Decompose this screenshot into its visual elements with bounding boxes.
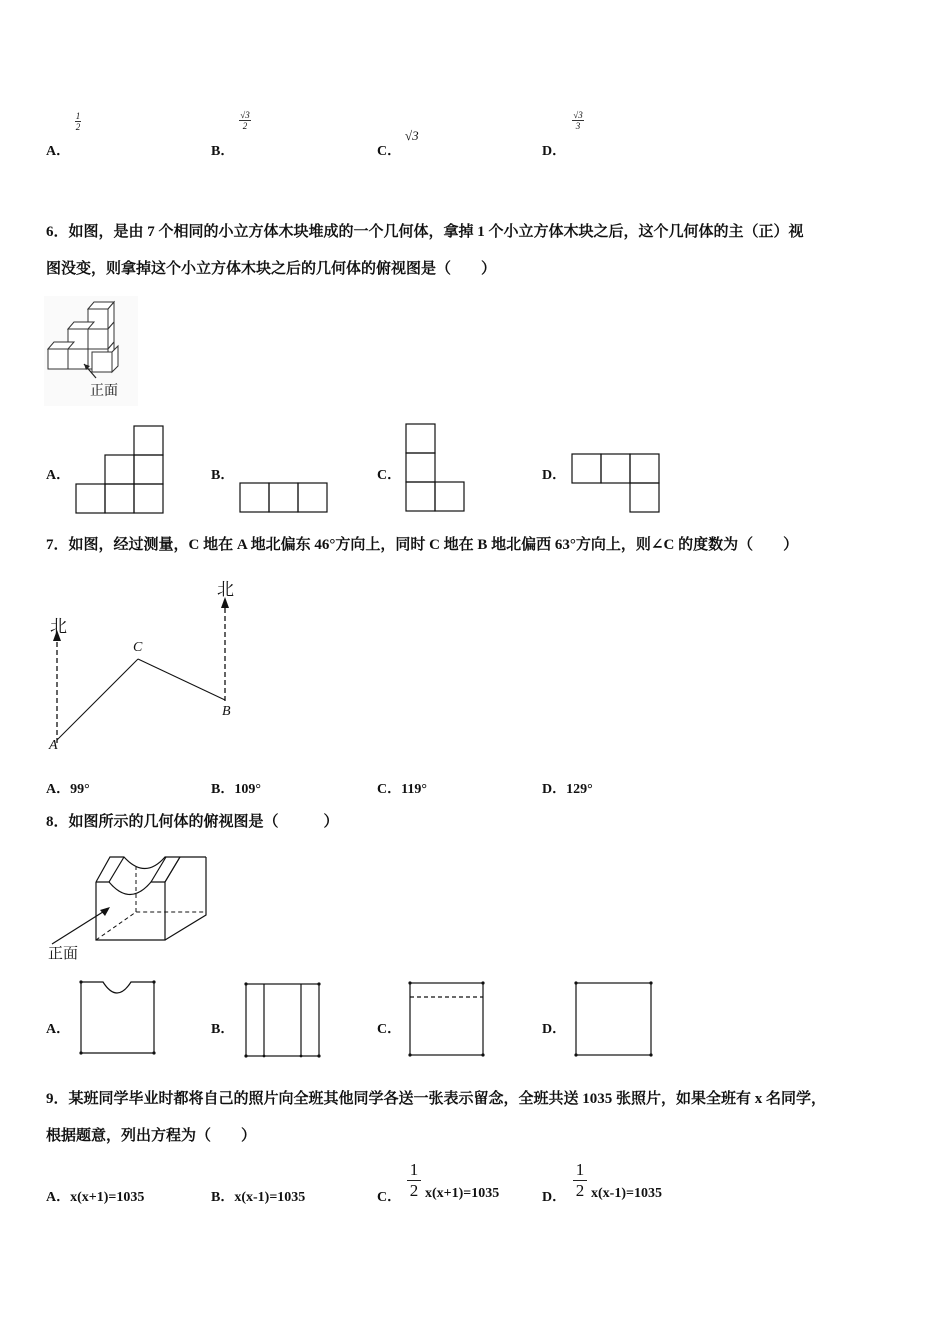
q9-option-b[interactable]: B．x(x-1)=1035: [211, 1190, 306, 1205]
q6-option-b-figure: [238, 482, 330, 514]
q9-option-c-letter[interactable]: C．: [377, 1190, 402, 1205]
q9-stem-line1: 9．某班同学毕业时都将自己的照片向全班其他同学各送一张表示留念，全班共送 1035 张照片，如果全班有 x 名同学，: [46, 1091, 827, 1107]
q7-north-label-b: 北: [217, 580, 234, 599]
q6-stem-line2: 图没变，则拿掉这个小立方体木块之后的几何体的俯视图是（ ）: [46, 261, 497, 277]
q6-option-b-letter[interactable]: B．: [211, 468, 235, 483]
q7-option-b[interactable]: B．109°: [211, 782, 261, 797]
q8-front-label: 正面: [48, 946, 79, 962]
q7-segment-ac: [57, 659, 138, 740]
q5-option-c-value: √3: [405, 128, 419, 143]
q8-option-c-figure: [408, 981, 486, 1057]
q8-stem: 8．如图所示的几何体的俯视图是（ ）: [46, 814, 339, 830]
q6-option-a-figure: [74, 425, 166, 515]
q5-option-b-fraction: $\frac{√3}{2}$: [240, 110, 250, 131]
q5-option-a-fraction: $\frac{1}{2}$: [75, 111, 81, 132]
q6-option-c-figure: [405, 423, 467, 515]
q7-segment-cb: [138, 659, 225, 700]
q8-option-d-letter[interactable]: D．: [542, 1022, 567, 1037]
q6-option-a-letter[interactable]: A．: [46, 468, 71, 483]
q9-option-d-letter[interactable]: D．: [542, 1190, 567, 1205]
q9-option-c-half: $\frac{1}{2}$: [407, 1160, 421, 1201]
q8-option-d-figure: [574, 981, 654, 1057]
q9-option-c-value: x(x+1)=1035: [425, 1186, 500, 1201]
q8-option-b-letter[interactable]: B．: [211, 1022, 235, 1037]
q7-point-c-label: C: [133, 640, 143, 655]
q8-option-c-letter[interactable]: C．: [377, 1022, 402, 1037]
q8-option-b-figure: [244, 982, 322, 1058]
q7-point-a-label: A: [49, 738, 58, 753]
q5-option-d-fraction: $\frac{√3}{3}$: [573, 110, 583, 131]
q6-option-d-letter[interactable]: D．: [542, 468, 567, 483]
q7-option-a[interactable]: A．99°: [46, 782, 90, 797]
q5-option-a-letter[interactable]: A．: [46, 144, 71, 159]
q7-option-c[interactable]: C．119°: [377, 782, 427, 797]
q5-option-d-letter[interactable]: D．: [542, 144, 567, 159]
q6-option-d-figure: [570, 453, 662, 515]
q6-option-c-letter[interactable]: C．: [377, 468, 402, 483]
q9-option-d-value: x(x-1)=1035: [591, 1186, 662, 1201]
q8-option-a-figure: [79, 980, 157, 1056]
q7-north-label-a: 北: [50, 617, 67, 636]
q7-stem: 7．如图，经过测量，C 地在 A 地北偏东 46°方向上，同时 C 地在 B 地北偏西 63°方向上，则∠C 的度数为（ ）: [46, 537, 799, 553]
q9-stem-line2: 根据题意，列出方程为（ ）: [46, 1128, 257, 1144]
q9-option-d-half: $\frac{1}{2}$: [573, 1160, 587, 1201]
q7-option-d[interactable]: D．129°: [542, 782, 593, 797]
q5-option-c-letter[interactable]: C．: [377, 144, 402, 159]
q7-point-b-label: B: [222, 704, 231, 719]
q5-option-b-letter[interactable]: B．: [211, 144, 235, 159]
q7-direction-figure: [44, 575, 244, 760]
q8-option-a-letter[interactable]: A．: [46, 1022, 71, 1037]
q6-front-label: 正面: [90, 384, 118, 399]
q9-option-a[interactable]: A．x(x+1)=1035: [46, 1190, 145, 1205]
q6-stem-line1: 6．如图，是由 7 个相同的小立方体木块堆成的一个几何体，拿掉 1 个小立方体木块之后，这个几何体的主（正）视: [46, 224, 804, 240]
